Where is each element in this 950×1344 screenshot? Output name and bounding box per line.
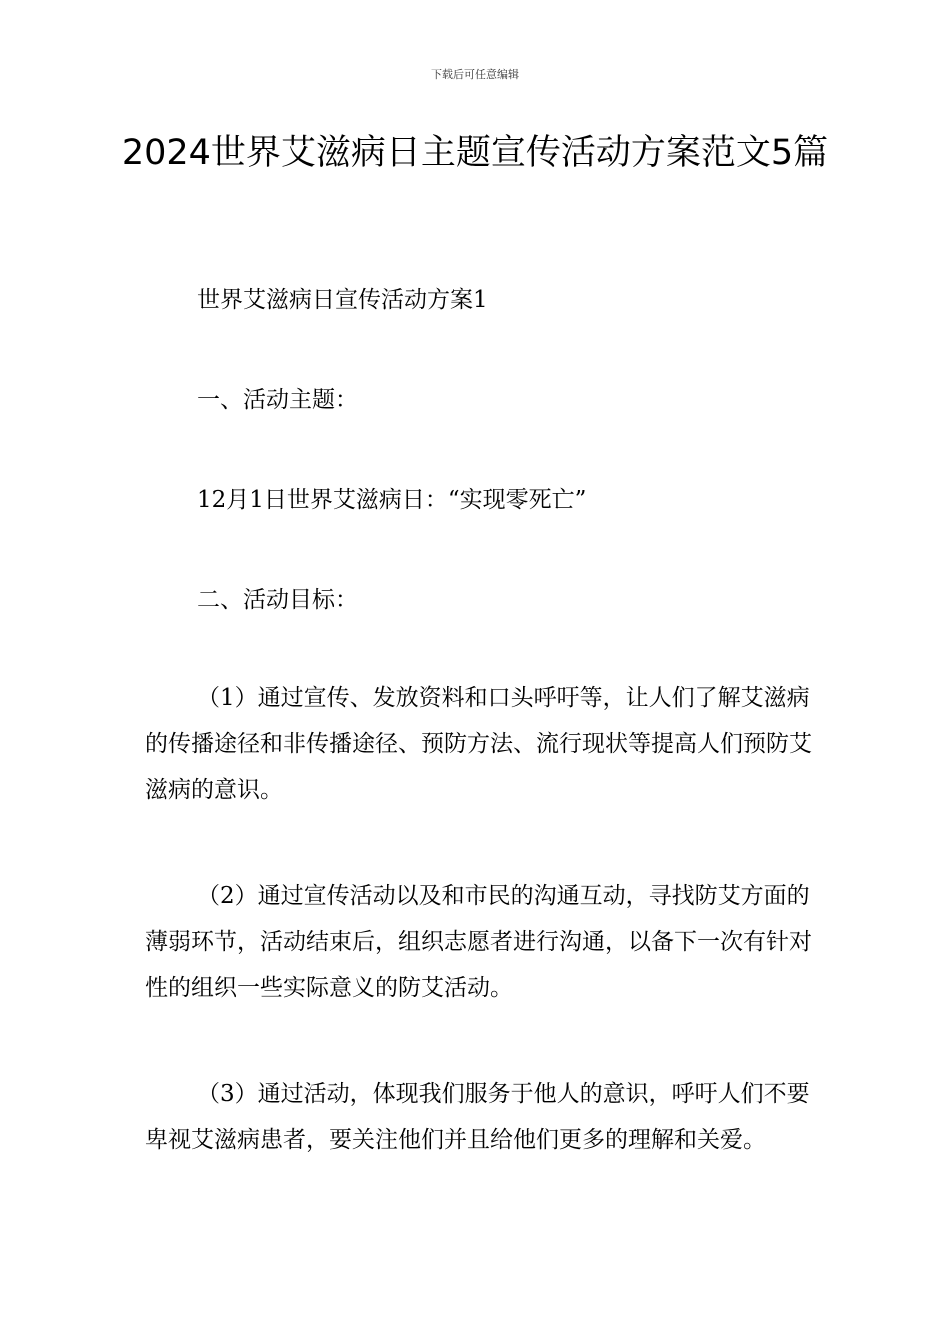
heading-activity-goals: 二、活动目标：: [197, 587, 358, 613]
goal-paragraph-2: （2）通过宣传活动以及和市民的沟通互动，寻找防艾方面的薄弱环节，活动结束后，组织志愿者进行沟通，以备下一次有针对性的组织一些实际意义的防艾活动。: [145, 883, 812, 1001]
document-title: 2024世界艾滋病日主题宣传活动方案范文5篇: [121, 133, 829, 173]
theme-line: 12月1日世界艾滋病日：“实现零死亡”: [197, 487, 587, 513]
heading-activity-theme: 一、活动主题：: [197, 387, 358, 413]
goal-paragraph-3: （3）通过活动，体现我们服务于他人的意识，呼吁人们不要卑视艾滋病患者，要关注他们并且给他们更多的理解和关爱。: [145, 1081, 810, 1153]
header-note: 下载后可任意编辑: [431, 68, 519, 81]
goal-paragraph-1: （1）通过宣传、发放资料和口头呼吁等，让人们了解艾滋病的传播途径和非传播途径、预防方法、流行现状等提高人们预防艾滋病的意识。: [145, 685, 812, 803]
section-title: 世界艾滋病日宣传活动方案1: [197, 287, 488, 313]
